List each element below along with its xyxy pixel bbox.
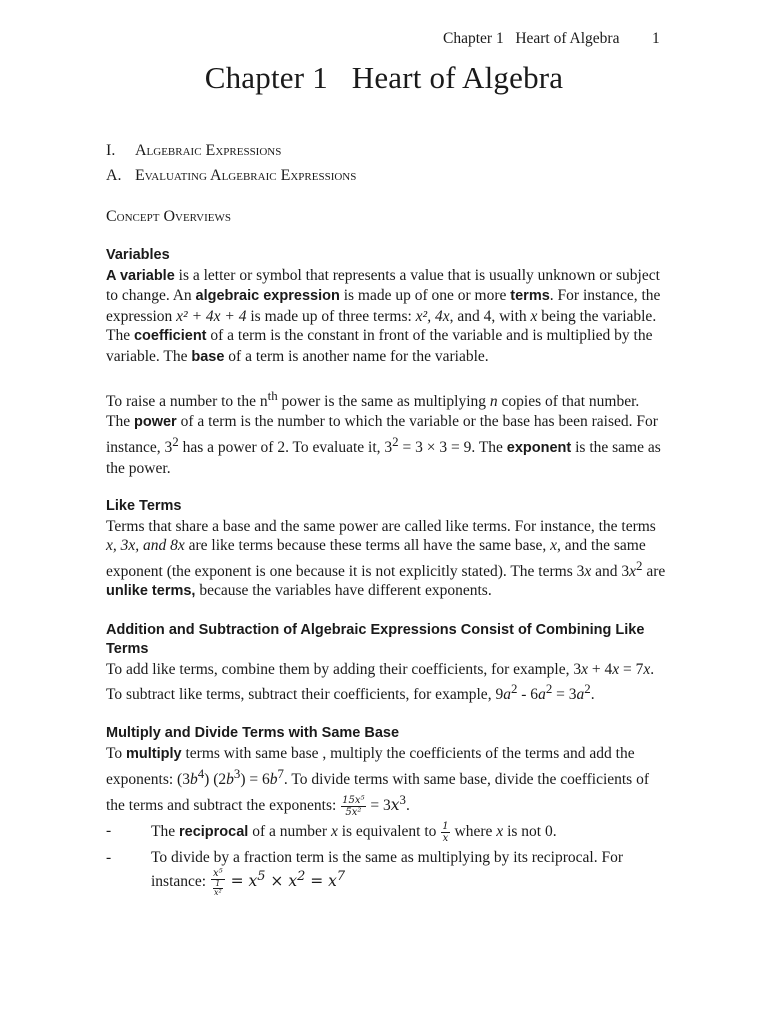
division-fraction: $\frac{\text{15x⁵}}{\text{5x²}}$ — [342, 794, 365, 818]
addition-paragraph: To add like terms, combine them by adding their coefficients, for example, 3x + 4x = 7x. To subtract like terms, subtract their coefficients, for example, $9a^2 - 6a^2 = 3a^2$. — [106, 660, 655, 704]
reciprocal-fraction: $\frac{1}{x}$ — [442, 820, 449, 844]
concept-overviews-heading: Concept Overviews — [106, 208, 231, 225]
term-base: base — [191, 348, 225, 365]
multiply-paragraph: To multiply terms with same base , multiply the coefficients of the terms and add the exponents: $(3b^4) (2b^3) = 6b^7$. To divide terms with same base, divide the coefficients of the terms and subtract the exponents: $\frac{\text{15x⁵}}{\text{5x²}}$ = $3x^3$. — [106, 744, 650, 818]
polynomial-expression: x² + 4x + 4 — [176, 307, 247, 325]
body-content — [106, 246, 666, 897]
term-coefficient: coefficient — [133, 328, 207, 344]
bullet-reciprocal: - The reciprocal of a number x is equivalent to $\frac{1}{x}$ where x is not 0. — [106, 820, 557, 844]
section-number: I. — [106, 142, 116, 159]
page-number: 1 — [652, 30, 660, 47]
term-exponent: exponent — [506, 440, 572, 457]
running-header: Chapter 1 Heart of Algebra — [443, 30, 620, 47]
power-paragraph: To raise a number to the $n^{th}$ power is the same as multiplying n copies of that number. The power of a term is the number to which the variable or the base has been raised. For instance, $3^2$ has a power of 2. To evaluate it, $3^2 = 3 \times 3 = 9$. The exponent is the same as the power. — [106, 388, 661, 477]
variables-heading: Variables — [106, 247, 170, 263]
term-variable: A variable — [106, 267, 175, 284]
bullet-dash: - — [106, 848, 112, 866]
like-terms-heading: Like Terms — [106, 498, 182, 515]
compound-fraction: $\frac{\text{x⁵}}{\frac{1}{\text{x²}}}$ — [211, 868, 225, 897]
term-power: power — [133, 413, 177, 430]
term-algebraic-expression: algebraic expression — [195, 288, 340, 304]
subsection-label: Evaluating Algebraic Expressions — [135, 167, 357, 184]
term-reciprocal: reciprocal — [178, 823, 249, 840]
section-label: Algebraic Expressions — [135, 142, 282, 159]
term-terms: terms — [510, 288, 550, 304]
terms-list: x², 4x — [415, 307, 450, 325]
subsection-heading — [106, 167, 356, 185]
variables-paragraph: A variable is a letter or symbol that represents a value that is usually unknown or subject to change. An algebraic expression is made up of one or more terms. For instance, the expression x² + 4x + 4 is made up of three terms: x², 4x, and 4, with x being the variable. The coefficient of a term is the constant in front of the variable and is multiplied by the variable. The base of a term is another name for the variable. — [106, 266, 661, 365]
chapter-title: Chapter 1 Heart of Algebra — [204, 60, 564, 95]
term-unlike-terms: unlike terms, — [106, 583, 196, 600]
bullet-dash: - — [106, 821, 112, 839]
term-multiply: multiply — [126, 745, 182, 762]
multiply-heading: Multiply and Divide Terms with Same Base — [106, 725, 400, 742]
section-heading — [106, 142, 281, 160]
bullet-divide-fraction: - To divide by a fraction term is the same as multiplying by its reciprocal. For instance: $\frac{\text{x⁵}}{\frac{1}{\text{x²}}}$ = $x^5 \times x^2 = x^7$ — [106, 848, 623, 898]
like-terms-paragraph: Terms that share a base and the same power are called like terms. For instance, the terms x, 3x, and 8x are like terms because these terms all have the same base, x, and the same exponent (the exponent is one because it is not explicitly stated). The terms 3x and $3x^2$ are unlike terms, because the variables have different exponents. — [106, 517, 666, 600]
addition-heading: Addition and Subtraction of Algebraic Expressions Consist of Combining Like Terms — [106, 621, 645, 658]
subsection-number: A. — [106, 167, 122, 184]
